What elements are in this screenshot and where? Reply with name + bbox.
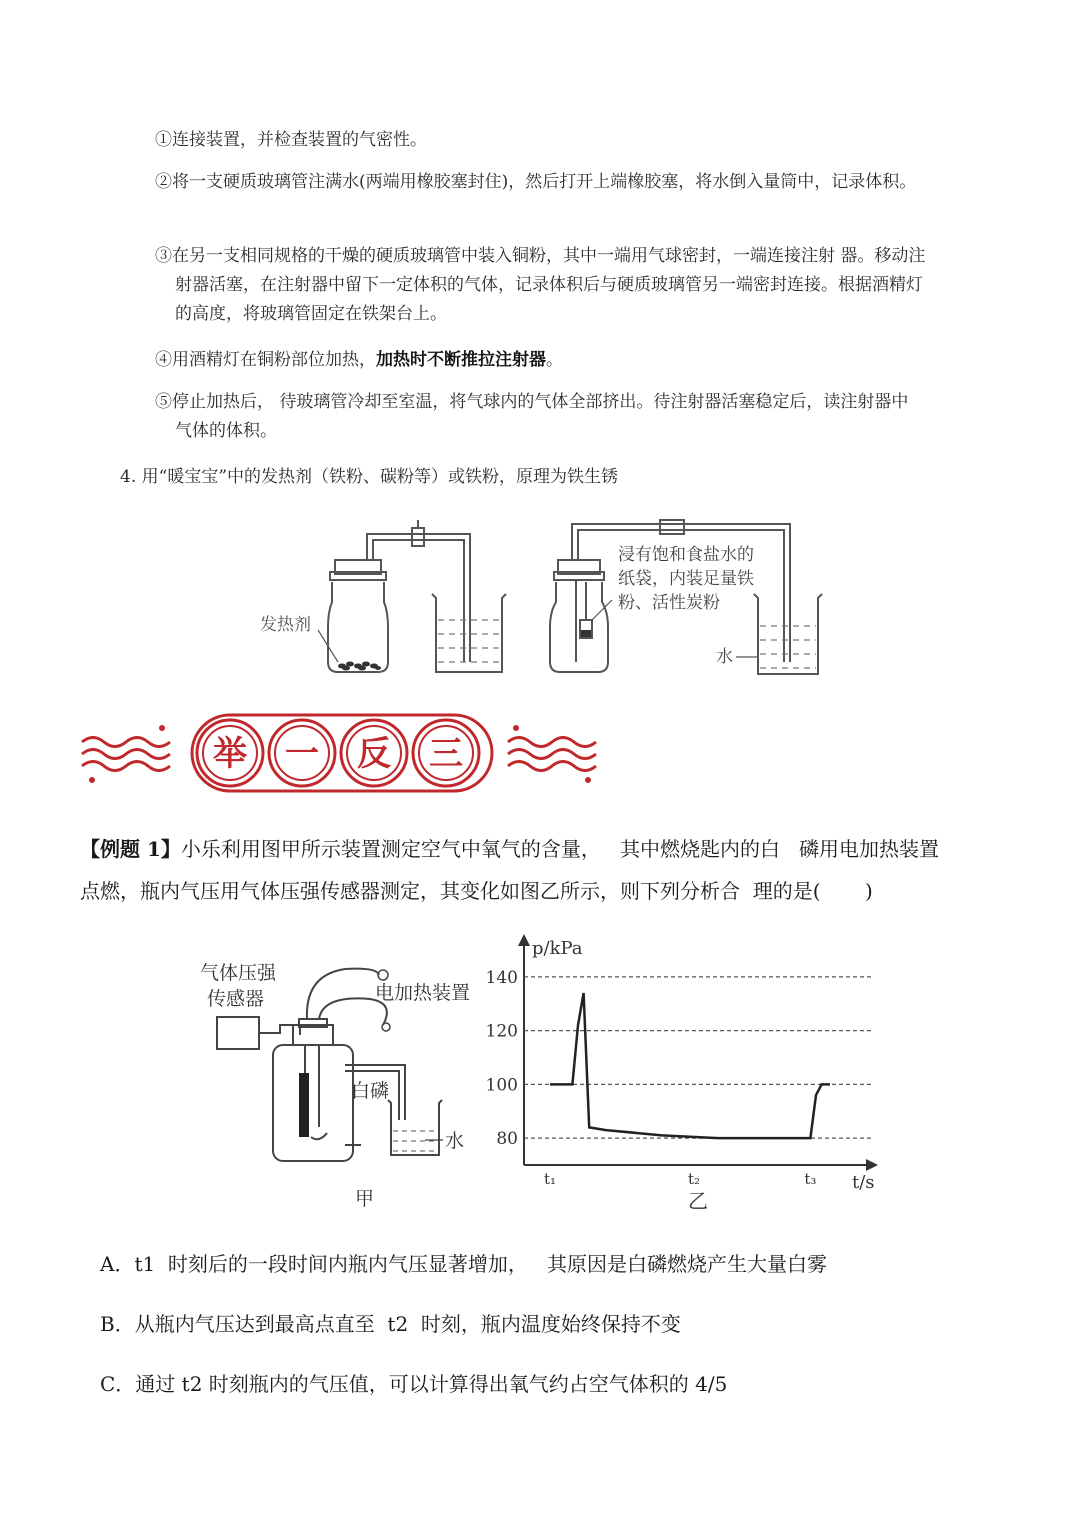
option-b [100,1308,681,1337]
wave-left-icon [82,738,170,771]
option-c [100,1368,727,1397]
x-axis-label: t/s [852,1172,875,1193]
option-a [100,1248,827,1277]
gas-bottle [273,1045,353,1161]
step-4 [155,346,563,375]
banner-char-4: 三 [429,734,463,774]
pressure-chart [480,930,900,1215]
salt-bag-note-2: 纸袋，内装足量铁 [618,569,754,589]
heating-agent-label: 发热剂 [260,615,311,635]
step-5-line-2: 气体的体积。 [175,421,277,441]
y-tick-label: 140 [485,967,518,988]
phosphorus-label: 白磷 [351,1080,390,1102]
salt-bag-note-3: 粉、活性炭粉 [618,593,720,613]
y-tick-label: 80 [496,1129,518,1150]
banner [80,712,600,794]
apparatus-figure-1 [250,512,830,687]
step-3 [155,242,1015,329]
option-b-letter: B． [100,1312,135,1336]
step-4-text: ④用酒精灯在铜粉部位加热， [155,350,376,370]
step-4-end: 。 [546,350,563,370]
step-4-bold: 加热时不断推拉注射器 [376,350,546,370]
sensor-label-2: 传感器 [207,988,265,1010]
left-jar [328,582,388,672]
step-2: ②将一支硬质玻璃管注满水(两端用橡胶塞封住)，然后打开上端橡胶塞，将水倒入量筒中，记录体积。 [155,172,917,192]
right-beaker [754,594,822,674]
example-tag: 【例题 1】 [80,837,181,861]
step-1: ①连接装置，并检查装置的气密性。 [155,130,427,150]
step-3-line-2: 射器活塞，在注射器中留下一定体积的气体，记录体积后与硬质玻璃管另一端密封连接。根据酒精灯 [175,275,923,295]
y-tick-label: 100 [485,1075,518,1096]
example-line-1 [80,828,1010,870]
y-tick-label: 120 [485,1021,518,1042]
step-3-line-3: 的高度，将玻璃管固定在铁架台上。 [175,304,447,324]
y-axis-label: p/kPa [532,938,583,959]
water-beaker [388,1100,442,1155]
banner-char-1: 举 [213,734,247,774]
x-axis-arrow-icon [866,1159,878,1171]
pressure-series-line [550,993,830,1138]
water-label-1: 水 [716,647,733,667]
step-5 [155,388,1015,446]
left-tube [367,534,470,662]
heater-label: 电加热装置 [375,982,471,1004]
example-line-2: 点燃，瓶内气压用气体压强传感器测定，其变化如图乙所示，则下列分析合 理的是( ) [80,879,873,903]
caption-yi: 乙 [688,1189,708,1213]
example-1 [80,828,1010,912]
option-a-text: t1 时刻后的一段时间内瓶内气压显著增加， 其原因是白磷燃烧产生大量白雾 [134,1252,828,1276]
clamp-icon [412,528,424,546]
wave-right-icon [508,738,596,771]
salt-bag-note-1: 浸有饱和食盐水的 [618,545,754,565]
example-text-1: 小乐利用图甲所示装置测定空气中氧气的含量， 其中燃烧匙内的白 磷用电加热装置 [180,837,940,861]
burning-spoon [311,1133,327,1139]
water-label-2: 水 [445,1130,465,1152]
heater-wire-1 [307,969,379,1019]
pressure-sensor-box [217,1017,259,1049]
apparatus-figure-jia [195,955,485,1215]
option-c-letter: C． [100,1372,136,1396]
step-3-line-1: ③在另一支相同规格的干燥的硬质玻璃管中装入铜粉，其中一端用气球密封，一端连接注射 器。移动注 [155,246,926,266]
option-c-text: 通过 t2 时刻瓶内的气压值，可以计算得出氧气约占空气体积的 4/5 [135,1372,728,1396]
x-tick-label: t₃ [804,1170,817,1188]
y-axis-arrow-icon [518,934,530,946]
heating-agent-particles [338,662,381,671]
step-5-line-1: ⑤停止加热后， 待玻璃管冷却至室温，将气球内的气体全部挤出。待注射器活塞稳定后，读注射器中 [155,392,909,412]
banner-char-2: 一 [285,734,319,774]
sensor-label-1: 气体压强 [200,962,277,984]
option-b-text: 从瓶内气压达到最高点直至 t2 时刻，瓶内温度始终保持不变 [134,1312,681,1336]
banner-char-3: 反 [357,734,391,774]
section-4-heading: 4. 用“暖宝宝”中的发热剂（铁粉、碳粉等）或铁粉，原理为铁生锈 [120,467,619,487]
x-tick-label: t₁ [543,1170,557,1188]
x-tick-label: t₂ [687,1170,701,1188]
option-a-letter: A． [100,1252,135,1276]
caption-jia: 甲 [355,1188,375,1210]
